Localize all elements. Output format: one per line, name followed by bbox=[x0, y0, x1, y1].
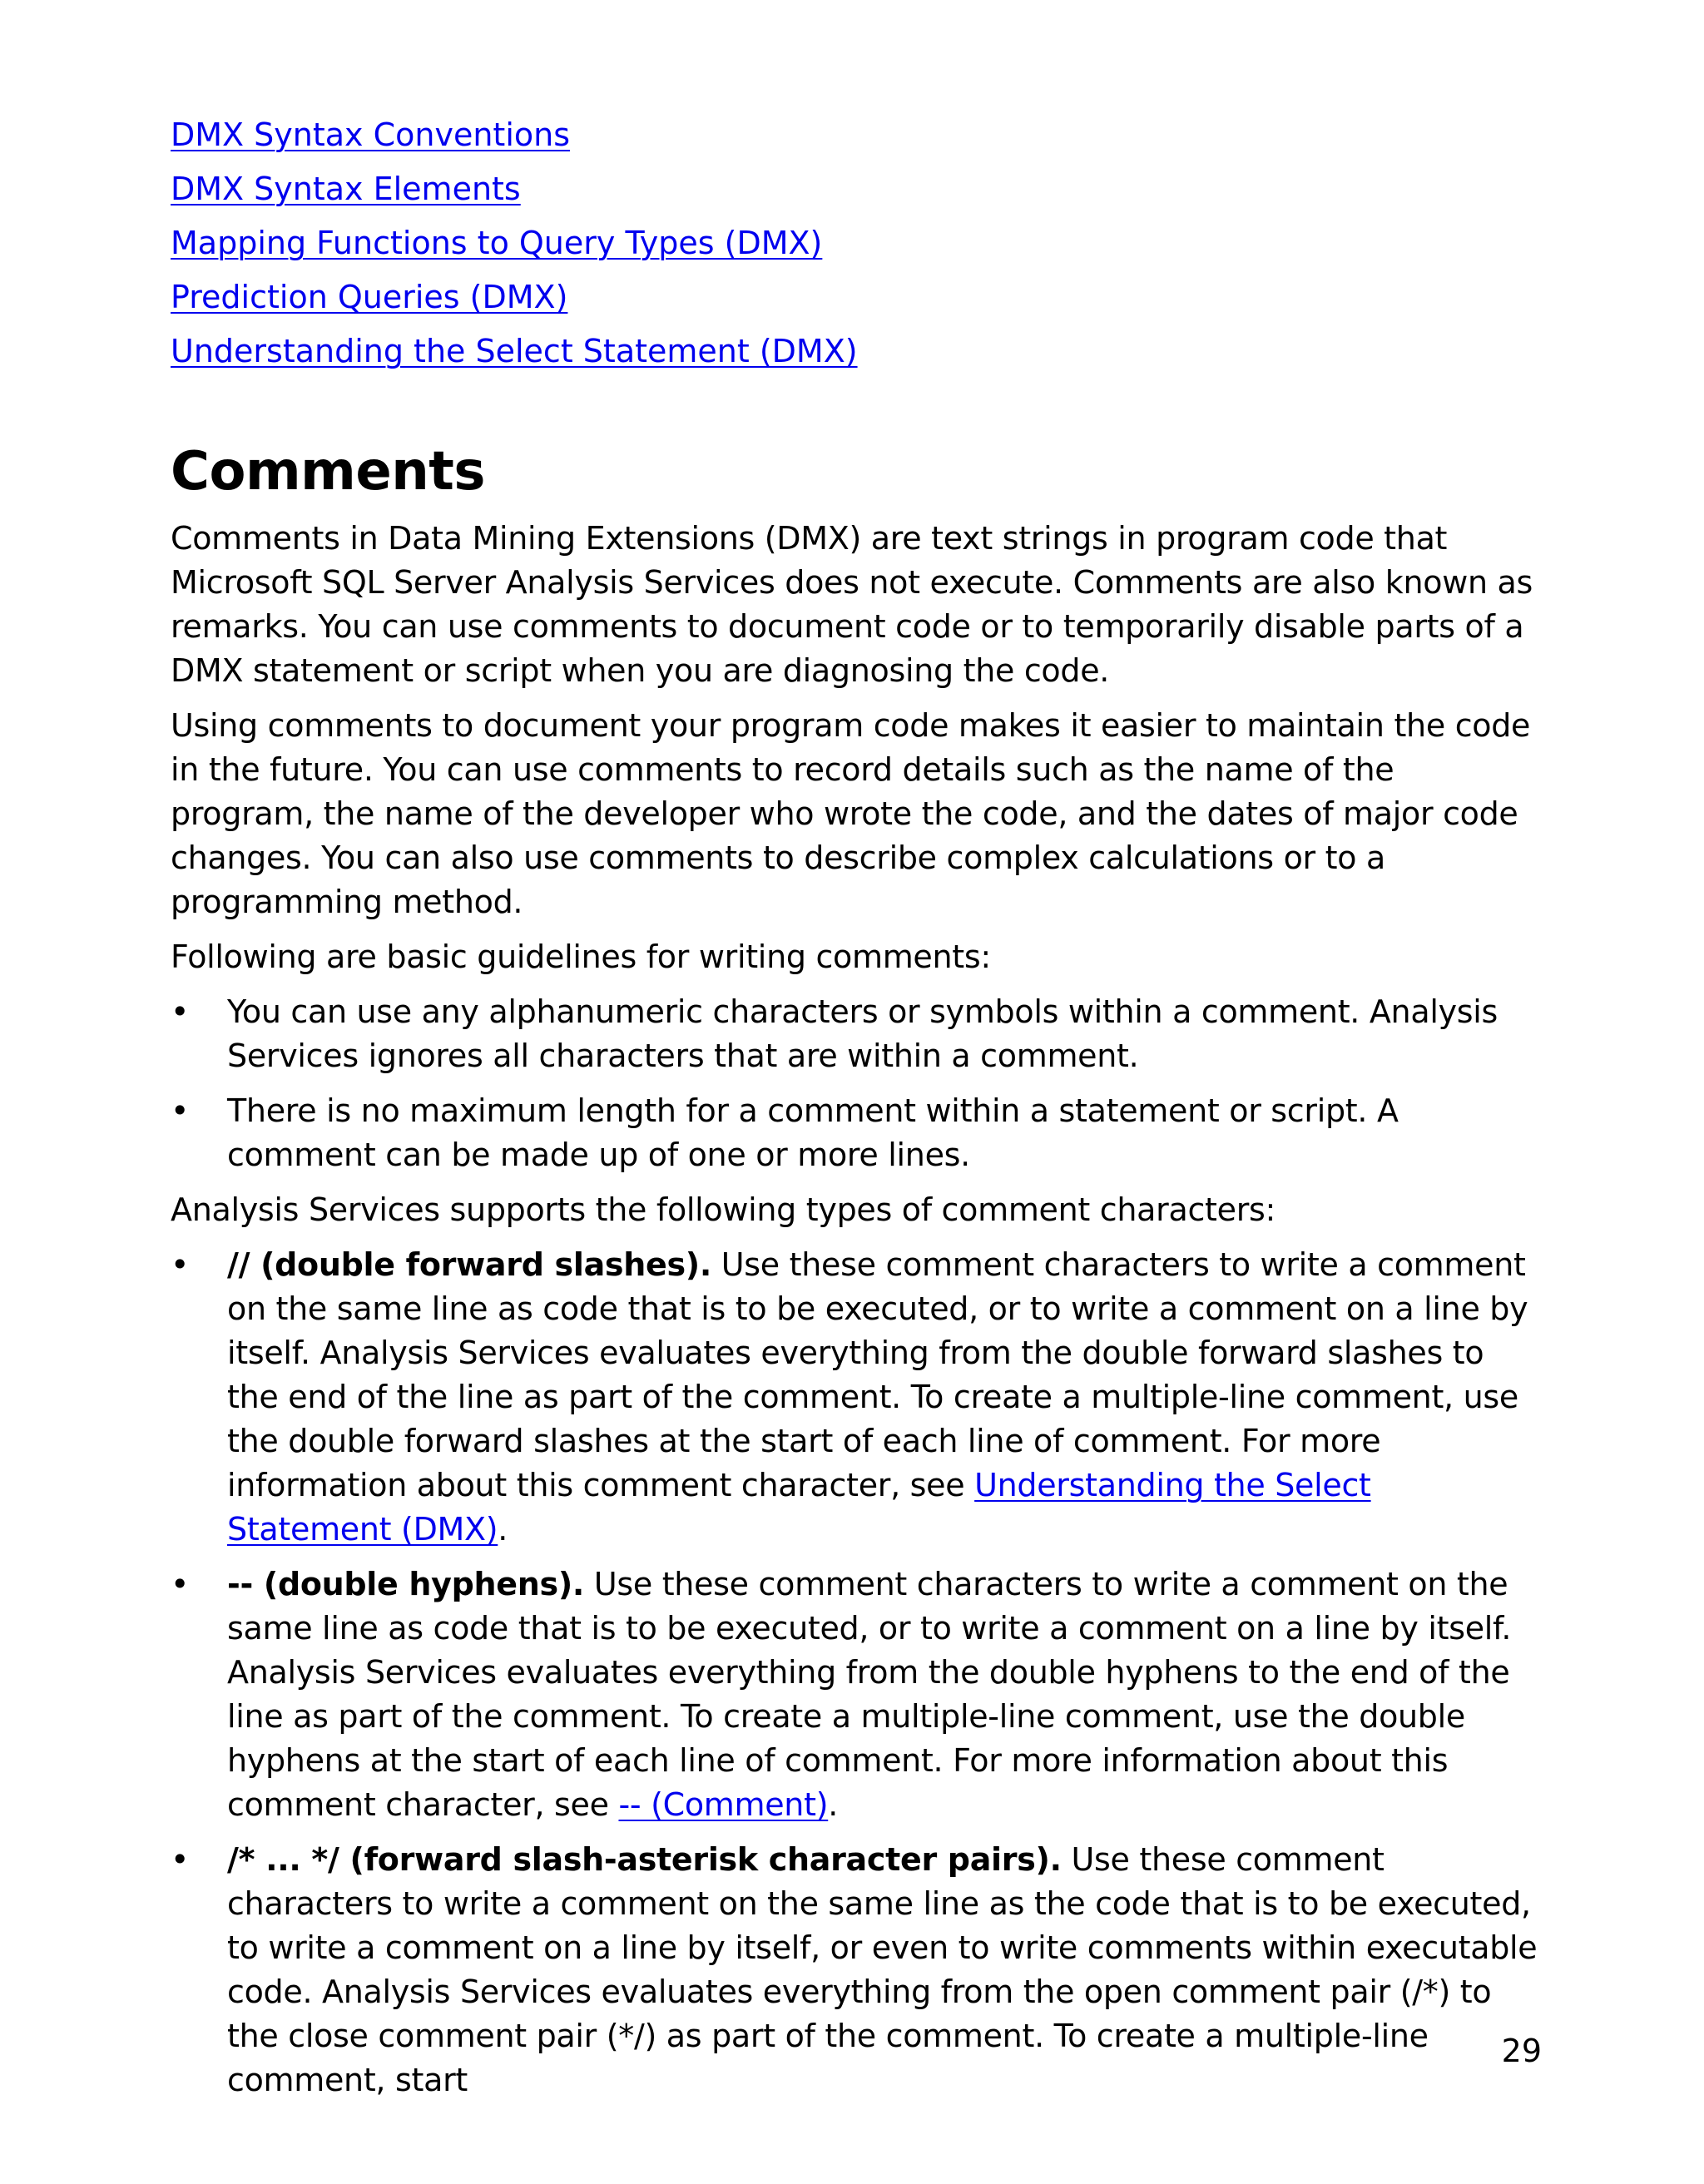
bullet-icon: • bbox=[171, 993, 190, 1030]
list-item bbox=[171, 1243, 1543, 1552]
section-heading: Comments bbox=[171, 441, 485, 503]
link-dmx-syntax-elements[interactable]: DMX Syntax Elements bbox=[171, 171, 521, 207]
link-item bbox=[171, 108, 1543, 162]
term-double-slashes: // (double forward slashes). bbox=[227, 1246, 711, 1283]
punctuation: . bbox=[828, 1786, 838, 1823]
guideline-text: You can use any alphanumeric characters or symbols within a comment. Analysis Services ignores all characters that are within a comment. bbox=[227, 993, 1498, 1074]
link-mapping-functions[interactable]: Mapping Functions to Query Types (DMX) bbox=[171, 225, 823, 261]
bullet-icon: • bbox=[171, 1092, 190, 1129]
bullet-icon: • bbox=[171, 1841, 190, 1878]
usage-paragraph: Using comments to document your program code makes it easier to maintain the code in the future. You can use comments to record details such as the name of the program, the name of the developer who wrote the code, and the dates of major code changes. You can also use comments to describe complex calculations or to a programming method. bbox=[171, 707, 1531, 920]
page-number: 29 bbox=[1501, 2033, 1542, 2069]
term-double-hyphens: -- (double hyphens). bbox=[227, 1566, 585, 1602]
list-item bbox=[171, 1838, 1543, 2102]
related-links-list bbox=[171, 108, 1543, 379]
link-understanding-select[interactable]: Understanding the Select Statement (DMX) bbox=[171, 333, 858, 369]
guidelines-intro: Following are basic guidelines for writing comments: bbox=[171, 938, 991, 975]
link-item bbox=[171, 324, 1543, 379]
term-description: Use these comment characters to write a comment on the same line as code that is to be executed, or to write a comment on a line by itself. Analysis Services evaluates everything from the double hyphens to the end of the line as part of the comment. To create a multiple-line comment, use the double hyphens at the start of each line of comment. For more information about this comment character, see bbox=[227, 1566, 1512, 1823]
link-dmx-syntax-conventions[interactable]: DMX Syntax Conventions bbox=[171, 116, 571, 153]
intro-paragraph: Comments in Data Mining Extensions (DMX) are text strings in program code that Microsoft SQL Server Analysis Services does not execute. Comments are also known as remarks. You can use comments to document code or to temporarily disable parts of a DMX statement or script when you are diagnosing the code. bbox=[171, 520, 1533, 689]
list-item bbox=[171, 1089, 1543, 1177]
bullet-icon: • bbox=[171, 1246, 190, 1283]
list-item bbox=[171, 1562, 1543, 1827]
link-item bbox=[171, 270, 1543, 324]
term-description: Use these comment characters to write a comment on the same line as code that is to be executed, or to write a comment on a line by itself. Analysis Services evaluates everything from the double forward slashes to the end of the line as part of the comment. To create a multiple-line comment, use the double forward slashes at the start of each line of comment. For more information about this comment character, see bbox=[227, 1246, 1528, 1503]
link-comment[interactable]: -- (Comment) bbox=[618, 1786, 829, 1823]
link-prediction-queries[interactable]: Prediction Queries (DMX) bbox=[171, 279, 568, 315]
punctuation: . bbox=[498, 1511, 508, 1548]
term-description: Use these comment characters to write a comment on the same line as the code that is to be executed, to write a comment on a line by itself, or even to write comments within executable code. Analysis Services evaluates everything from the open comment pair (/*) to the close comment pair (*/) as part of the comment. To create a multiple-line comment, start bbox=[227, 1841, 1538, 2098]
bullet-icon: • bbox=[171, 1566, 190, 1602]
link-item bbox=[171, 162, 1543, 216]
list-item bbox=[171, 990, 1543, 1078]
term-slash-asterisk: /* ... */ (forward slash-asterisk character pairs). bbox=[227, 1841, 1062, 1878]
comment-types-list bbox=[171, 1243, 1543, 2102]
guidelines-list bbox=[171, 990, 1543, 1177]
guideline-text: There is no maximum length for a comment within a statement or script. A comment can be made up of one or more lines. bbox=[227, 1092, 1399, 1173]
link-item bbox=[171, 216, 1543, 270]
link-understanding-select-inline[interactable]: Understanding the Select Statement (DMX) bbox=[227, 1467, 1371, 1548]
document-page bbox=[171, 108, 1543, 2113]
types-intro: Analysis Services supports the following types of comment characters: bbox=[171, 1191, 1276, 1228]
